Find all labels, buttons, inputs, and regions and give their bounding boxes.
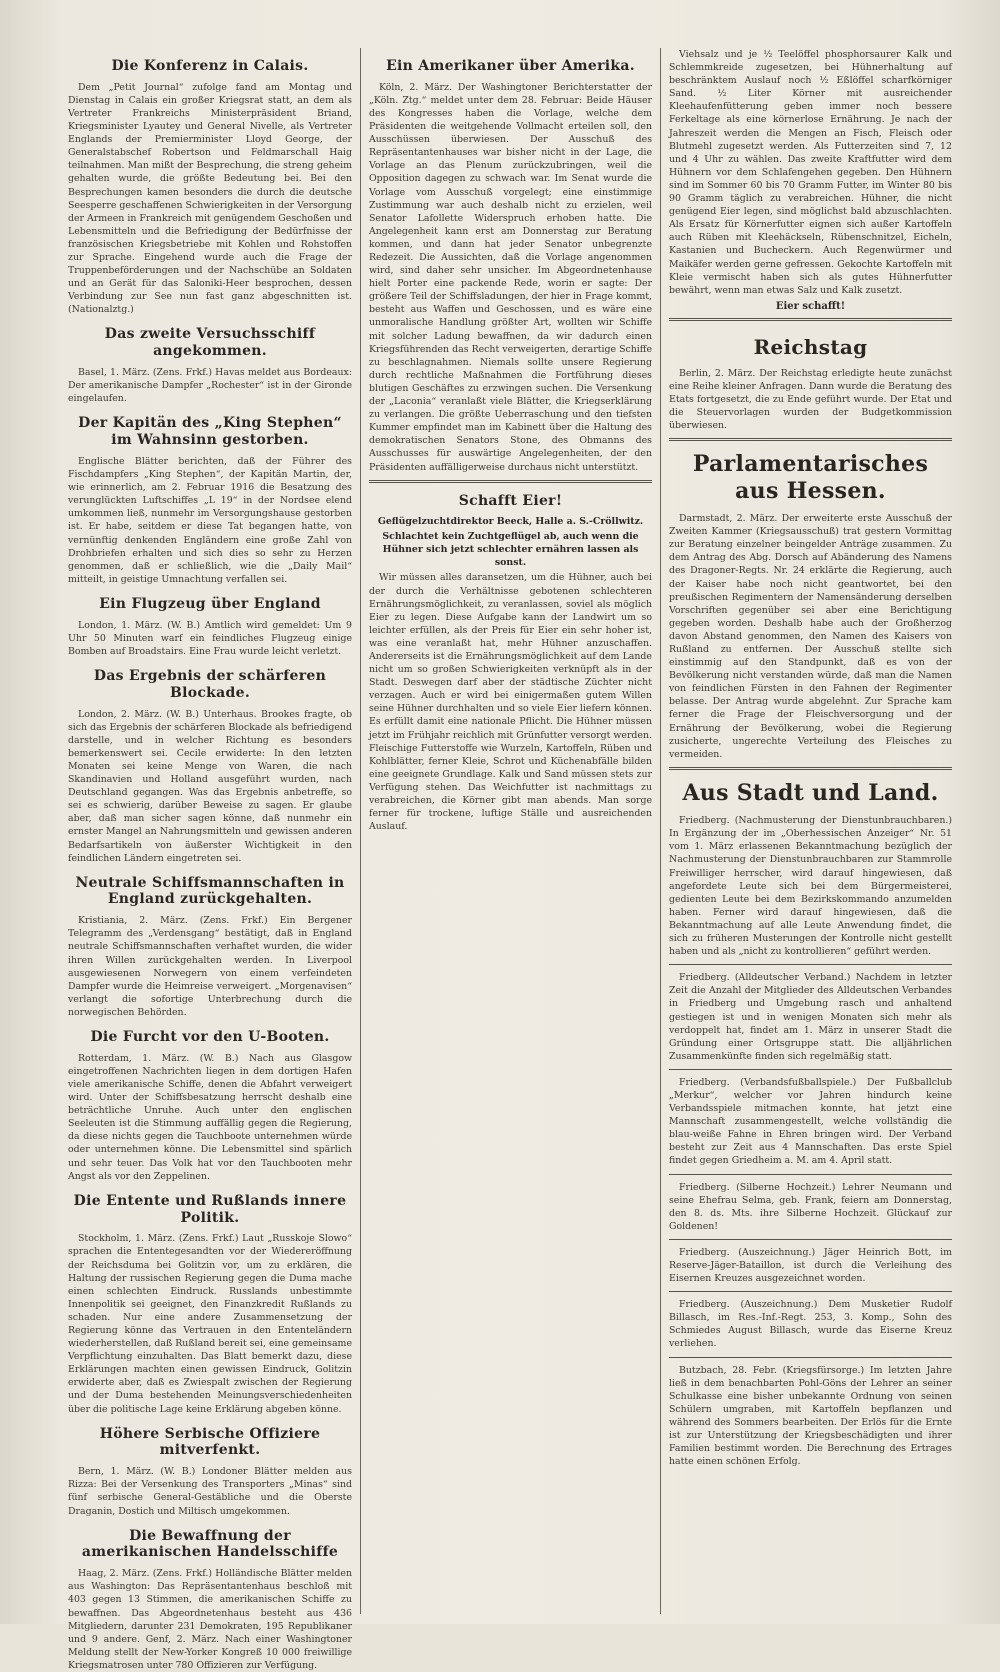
article-body: Berlin, 2. März. Der Reichstag erledigte heute zunächst eine Reihe kleiner Anfragen. Dann wurde die Beratung des Etats fortgesetzt, die zu Ende geführt wurde. Der Etat und die Steuervorlagen wurden der Budgetkommission überwiesen. xyxy=(669,367,952,432)
divider xyxy=(669,438,952,441)
article-author: Geflügelzuchtdirektor Beeck, Halle a. S.-Cröllwitz. xyxy=(377,516,644,528)
article-body: Köln, 2. März. Der Washingtoner Berichterstatter der „Köln. Ztg.“ meldet unter dem 28. Februar: Beide Häuser des Kongresses haben die Vorlage, welche dem Präsidenten die weitgehende Vollmacht erteilen soll, den Ausschüssen überwiesen. Der Ausschuß des Repräsentantenhauses war bisher nicht in der Lage, die Vorlage an das Plenum zurückzubringen, weil die Opposition dagegen zu schwach war. Im Senat wurde die Vorlage vom Ausschuß vorgelegt; eine einstimmige Zustimmung war auch deshalb nicht zu erzielen, weil Senator Lafollette Widerspruch erhoben hatte. Die Angelegenheit kann erst am Donnerstag zur Beratung kommen, und dann hat jeder Senator unbegrenzte Redezeit. Die Aussichten, daß die Vorlage angenommen wird, sind daher sehr unsicher. Im Abgeordnetenhause hielt Porter eine packende Rede, worin er sagte: Der größere Teil der Schiffsladungen, der hier in Frage kommt, besteht aus Waffen und Geschossen, und es wäre eine unmoralische Handlung größter Art, wollten wir Schiffe mit solcher Ladung bewaffnen, da wir dadurch einen Kriegsführenden das Recht verweigerten, derartige Schiffe zu beschlagnahmen. Niemals sollte unsere Regierung durch rechtliche Maßnahmen die Fortführung dieses blutigen Geschäftes zu erzwingen suchen. Die Versenkung der „Laconia“ veranlaßt viele Blätter, die Kriegserklärung zu verlangen. Die größte Ueberraschung und den tiefsten Kummer empfindet man im Kabinett über die Haltung des demokratischen Senators Stone, des Obmanns des Ausschusses für auswärtige Angelegenheiten, der den Präsidenten auffälligerweise durchaus nicht unterstützt. xyxy=(369,81,652,473)
article-body: Basel, 1. März. (Zens. Frkf.) Havas meldet aus Bordeaux: Der amerikanische Dampfer „Rochester“ ist in der Gironde eingelaufen. xyxy=(68,367,352,405)
news-item: Friedberg. (Alldeutscher Verband.) Nachdem in letzter Zeit die Anzahl der Mitglieder des Alldeutschen Verbandes in Friedberg und Umgebung rasch und anhaltend gestiegen ist und in wenigen Monaten sich mehr als verdoppelt hat, findet am 1. März in unserer Stadt die Gründung einer Ortsgruppe statt. Die alljährlichen Zusammenkünfte finden sich regelmäßig statt. xyxy=(669,972,952,1062)
divider xyxy=(669,1357,952,1358)
article xyxy=(68,1029,352,1183)
column-1 xyxy=(60,48,360,1671)
article-headline: Parlamentarisches aus Hessen. xyxy=(692,451,929,504)
article-headline: Die Entente und Rußlands innere Politik. xyxy=(73,1192,347,1226)
article-body: Haag, 2. März. (Zens. Frkf.) Holländische Blätter melden aus Washington: Das Repräsentantenhaus beschloß mit 403 gegen 13 Stimmen, die amerikanischen Schiffe zu bewaffnen. Das Abgeordnetenhaus besteht aus 436 Mitgliedern, darunter 231 Demokraten, 195 Republikaner und 9 andere. Genf, 2. März. Nach einer Washingtoner Meldung stellt der New-Yorker Kongreß 10 000 freiwillige Kriegsmatrosen unter 780 Offizieren zur Verfügung. xyxy=(68,1568,352,1671)
article xyxy=(669,780,952,1469)
divider xyxy=(369,480,652,483)
article xyxy=(68,1528,352,1672)
article-headline: Reichstag xyxy=(753,334,868,359)
divider xyxy=(669,1239,952,1240)
article-body: Englische Blätter berichten, daß der Führer des Fischdampfers „King Stephen“, der Kapitän Martin, der, wie erinnerlich, am 2. Februar 1916 die Besatzung des verunglückten Luftschiffes „L 19“ in der Nordsee elend umkommen ließ, nunmehr im Versorgungshause gestorben ist. Er habe, seitdem er diese Tat begangen hatte, von vernünftig denkenden Engländern eine große Zahl von Drohbriefen erhalten und sich dies so sehr zu Herzen genommen, daß er schließlich, wie die „Daily Mail“ mitteilt, in geistige Umnachtung verfallen sei. xyxy=(68,455,352,585)
article-closing: Eier schafft! xyxy=(775,300,846,312)
article xyxy=(369,58,652,474)
article-body: Stockholm, 1. März. (Zens. Frkf.) Laut „Russkoje Slowo“ sprachen die Ententegesandten vor der Wiedereröffnung der Reichsduma bei Golitzin vor, um zu erklären, die Haltung der russischen Regierung gegen die Duma mache einen schlechten Eindruck. Russlands unbestimmte Innenpolitik sei geeignet, den Finanzkredit Rußlands zu schaden. Nur eine andere Zusammensetzung der Regierung könne das Vertrauen in den Ententeländern wiederherstellen, daß Rußland bereit sei, eine gemeinsame Verpflichtung einzuhalten. Das Blatt bemerkt dazu, diese Erklärungen machten einen gewissen Eindruck, Golitzin erwiderte aber, daß es Zwiespalt zwischen der Regierung und der Duma bestehenden Meinungsverschiedenheiten über die politische Lage keine Erklärung abgeben könne. xyxy=(68,1233,352,1415)
news-item: Butzbach, 28. Febr. (Kriegsfürsorge.) Im letzten Jahre ließ in dem benachbarten Pohl-Göns der Lehrer an seiner Schulkasse eine bisher unbekannte Ordnung von seinen Schülern umgraben, mit Kartoffeln bepflanzen und während des Sommers bearbeiten. Der Erlös für die Ernte ist zur Unterstützung der Kriegsbeschädigten und ihrer Familien bestimmt worden. Die Berechnung des Ertrages hatte einen schönen Erfolg. xyxy=(669,1364,952,1468)
article xyxy=(68,668,352,865)
divider xyxy=(669,767,952,770)
divider xyxy=(669,964,952,965)
article-headline: Höhere Serbische Offiziere mitverfenkt. xyxy=(99,1425,321,1459)
news-item: Friedberg. (Silberne Hochzeit.) Lehrer Neumann und seine Ehefrau Selma, geb. Frank, feiern am Donnerstag, den 8. ds. Mts. ihre Silberne Hochzeit. Glückauf zur Goldenen! xyxy=(669,1181,952,1232)
divider xyxy=(669,1174,952,1175)
article-body: Rotterdam, 1. März. (W. B.) Nach aus Glasgow eingetroffenen Nachrichten liegen in dem dortigen Hafen viele amerikanische Schiffe, denen die Abfahrt verweigert wird. Unter der Schiffsbesatzung herrscht deshalb eine beträchtliche Unruhe. Auch unter den englischen Seeleuten ist die Stimmung auffällig gegen die Regierung, da diese nichts gegen die Tauchboote unternehmen würde oder unternehmen könne. Die Lebensmittel sind spärlich und sehr teuer. Das Volk hat vor den Tauchbooten mehr Angst als vor den Zeppelinen. xyxy=(68,1052,352,1182)
article-headline: Die Konferenz in Calais. xyxy=(111,58,309,74)
article-body: Bern, 1. März. (W. B.) Londoner Blätter melden aus Rizza: Bei der Versenkung des Transporters „Minas“ sind fünf serbische General-Gestäbliche und die Oberste Draganin, Dostich und Miltisch umgekommen. xyxy=(68,1466,352,1517)
article-headline: Ein Amerikaner über Amerika. xyxy=(386,58,635,74)
divider xyxy=(669,1069,952,1070)
column-2 xyxy=(360,48,660,1614)
article xyxy=(68,875,352,1019)
news-item: Friedberg. (Nachmusterung der Dienstunbrauchbaren.) In Ergänzung der im „Oberhessischen Anzeiger“ Nr. 51 vom 1. März erlassenen Bekanntmachung bezüglich der Nachmusterung der Dienstunbrauchbaren zur Stammrolle Freiwilliger herrscher, wird darauf hingewiesen, daß angefordete Leute sich bei dem Bürgermeisterei, gedienten Leute bei dem Bezirkskommando anzumelden haben. Ferner wird darauf hingewiesen, daß die Bekanntmachung auf alle Leute Anwendung findet, die sich zu früheren Musterungen der Kontrolle nicht gestellt haben und als „nicht zu kontrollieren“ geführt werden. xyxy=(669,815,952,958)
article xyxy=(669,335,952,432)
article-body: Darmstadt, 2. März. Der erweiterte erste Ausschuß der Zweiten Kammer (Kriegsausschuß) trat gestern Vormittag zur Beratung einzelner beingelder Anträge zusammen. Zu dem Antrag des Abg. Dorsch auf Abänderung des Namens des Dragoner-Regts. Nr. 24 erklärte die Regierung, auch der Kaiser habe noch nicht geantwortet, bei den preußischen Regimentern der Namensänderung derselben Vorschriften gegenüber sei aber eine Berichtigung gegeben worden. Deshalb habe auch der Großherzog davon Abstand genommen, den Namen des Kaisers von Rußland zu entfernen. Der Ausschuß stellte sich einstimmig auf den Standpunkt, daß es von der Bevölkerung nicht verstanden würde, daß man die Namen von feindlichen Fürsten in den Fahnen der Regimenter belasse. Der Antrag wurde abgelehnt. Zur Sprache kam ferner die Frage der Fleischversorgung und der Ernährung der Bevölkerung, wobei die Regierung zusicherte, ungerechte Verteilung des Fleisches zu vermeiden. xyxy=(669,513,952,760)
article xyxy=(68,1426,352,1518)
article-headline: Aus Stadt und Land. xyxy=(682,779,939,806)
divider xyxy=(669,318,952,321)
article xyxy=(68,415,352,586)
article xyxy=(68,58,352,316)
article-body: Viehsalz und je ½ Teelöffel phosphorsaurer Kalk und Schlemmkreide zugesetzen, bei Hühnerhaltung auf beschränktem Auslauf noch ½ Eßlöffel scharfkörniger Sand. ½ Liter Körner mit ausreichender Kleehaufenfütterung geben immer noch bessere Ferkeltage als eine körnerlose Ernährung. Je nach der Jahreszeit werden die Mengen an Fisch, Fleisch oder Blutmehl zugesetzt werden. Als Futterzeiten sind 7, 12 und 4 Uhr zu wählen. Das zweite Kraftfutter wird dem Hühnern vor dem Schlafengehen gegeben. Den Hühnern sind im Sommer 60 bis 70 Gramm Futter, im Winter 80 bis 90 Gramm täglich zu verabreichen. Hühner, die nicht genügend Eier legen, sind möglichst bald abzuschlachten. Als Ersatz für Körnerfutter eignen sich außer Kartoffeln auch Rüben mit Kleehäckseln, Rübenschnitzel, Eicheln, Kastanien und Bucheckern. Auch Regenwürmer und Maikäfer werden gerne gefressen. Gekochte Kartoffeln mit Kleie vermischt haben sich als gutes Hühnerfutter bewährt, wenn man etwas Salz und Kalk zusetzt. xyxy=(669,49,952,296)
news-item: Friedberg. (Auszeichnung.) Dem Musketier Rudolf Billasch, im Res.-Inf.-Regt. 253, 3. Komp., Sohn des Schmiedes August Billasch, wurde das Eiserne Kreuz verliehen. xyxy=(669,1299,952,1350)
article-headline: Das Ergebnis der schärferen Blockade. xyxy=(93,667,327,701)
article-headline: Neutrale Schiffsmannschaften in England zurückgehalten. xyxy=(75,874,345,908)
article-subheadline: Schlachtet kein Zuchtgeflügel ab, auch wenn die Hühner sich jetzt schlechter ernähren lassen als sonst. xyxy=(382,531,639,569)
divider xyxy=(669,1291,952,1292)
article-body: London, 2. März. (W. B.) Unterhaus. Brookes fragte, ob sich das Ergebnis der schärferen Blockade als befriedigend darstelle, und in welcher Richtung es besonders bemerkenswert sei. Cecile erwiderte: In den letzten Monaten sei keine Menge von Waren, die nach Skandinavien und Holland ausgeführt wurden, nach Deutschland gegangen. Was das Ergebnis anbetreffe, so sei es schwierig, darüber Beweise zu sagen. Er glaube aber, daß man sicher sagen könne, daß nunmehr ein ernster Mangel an Nahrungsmitteln und gewissen anderen Bedarfsartikeln von äußerster Wichtigkeit in den feindlichen Ländern eingetreten sei. xyxy=(68,708,353,864)
news-item: Friedberg. (Verbandsfußballspiele.) Der Fußballclub „Merkur“, welcher vor Jahren hindurch keine Verbandsspiele mitmachen konnte, hat jetzt eine Mannschaft zusammengestellt, welche vollständig die blau-weiße Fahne in Ehren bringen wird. Der Verband besteht zur Zeit aus 4 Mannschaften. Das erste Spiel findet gegen Griedheim a. M. am 4. April statt. xyxy=(669,1076,952,1167)
article-headline: Die Furcht vor den U-Booten. xyxy=(90,1029,330,1046)
article xyxy=(669,48,952,312)
article xyxy=(68,596,352,658)
article xyxy=(369,493,652,834)
article-body: London, 1. März. (W. B.) Amtlich wird gemeldet: Um 9 Uhr 50 Minuten warf ein feindliches Flugzeug einige Bomben auf Broadstairs. Eine Frau wurde leicht verletzt. xyxy=(68,619,352,657)
article-body: Dem „Petit Journal“ zufolge fand am Montag und Dienstag in Calais ein großer Kriegsrat statt, an dem als Vertreter Frankreichs Ministerpräsident Briand, Kriegsminister Lyautey und General Nivelle, als Vertreter Englands der Premierminister Lloyd George, der Generalstabschef Robertson und Feldmarschall Haig teilnahmen. Man mißt der Besprechung, die streng geheim gehalten wurde, die größte Bedeutung bei. Bei den Besprechungen kamen besonders die durch die deutsche Seesperre geschaffenen Schwierigkeiten in der Versorgung der Armeen in Frankreich mit genügendem Geschoßen und Lebensmitteln und die Befriedigung der Bedürfnisse der französischen Kriegsbetriebe mit Kohlen und Rohstoffen zur Sprache. Eingehend wurde auch die Frage der Truppenbeförderungen und der Nachschübe an Soldaten und an Gerät für das Saloniki-Heer besprochen, dessen Verbindung zur See nun fast ganz abgeschnitten ist. (Nationalztg.) xyxy=(68,81,352,316)
article-headline: Die Bewaffnung der amerikanischen Handelsschiffe xyxy=(81,1527,339,1561)
news-item: Friedberg. (Auszeichnung.) Jäger Heinrich Bott, im Reserve-Jäger-Bataillon, ist durch die Verleihung des Eisernen Kreuzes ausgezeichnet worden. xyxy=(669,1246,952,1285)
article-headline: Schafft Eier! xyxy=(458,492,563,509)
article-headline: Das zweite Versuchsschiff angekommen. xyxy=(104,326,316,360)
article xyxy=(669,451,952,761)
article-body: Kristiania, 2. März. (Zens. Frkf.) Ein Bergener Telegramm des „Verdensgang“ bestätigt, daß in England neutrale Schiffsmannschaften verhaftet wurden, die wider ihren Willen zurückgehalten werden. In Liverpool ausgewiesenen Norwegern von einem verfeindeten Dampfer wurde die Heimreise verweigert. „Morgenavisen“ verlangt die sofortige Unterbrechung durch die norwegischen Behörden. xyxy=(68,915,352,1018)
article-headline: Ein Flugzeug über England xyxy=(99,595,321,612)
article xyxy=(68,1193,352,1416)
article xyxy=(68,326,352,405)
article-body: Wir müssen alles daransetzen, um die Hühner, auch bei der durch die Verhältnisse gebotenen schlechteren Ernährungsmöglichkeit, zu veranlassen, soviel als möglich Eier zu legen. Diese Aufgabe kann der Landwirt um so leichter erfüllen, als der Preis für Eier ein sehr hoher ist, was eine veranlaßt hat, mehr Hühner anzuschaffen. Andererseits ist die Ernährungsmöglichkeit auf dem Lande nicht um so großen Schwierigkeiten verknüpft als in der Stadt. Deswegen darf aber der städtische Züchter nicht verzagen. Auch er wird bei einigermaßen gutem Willen seine Hühner durchhalten und so viele Eier liefern können. Es erfüllt damit eine nationale Pflicht. Die Hühner müssen jetzt im Frühjahr reichlich mit Grünfutter versorgt werden. Fleischige Futterstoffe wie Wurzeln, Kartoffeln, Rüben und Kohlblätter, ferner Kleie, Schrot und Küchenabfälle bilden eine geeignete Grundlage. Kalk und Sand müssen stets zur Verfügung stehen. Das Weichfutter ist nachmittags zu verabreichen, die Körner gibt man abends. Man sorge ferner für trockene, luftige Ställe und ausreichenden Auslauf. xyxy=(369,572,652,833)
article-headline: Der Kapitän des „King Stephen“ im Wahnsinn gestorben. xyxy=(78,415,342,449)
column-3 xyxy=(660,48,960,1614)
